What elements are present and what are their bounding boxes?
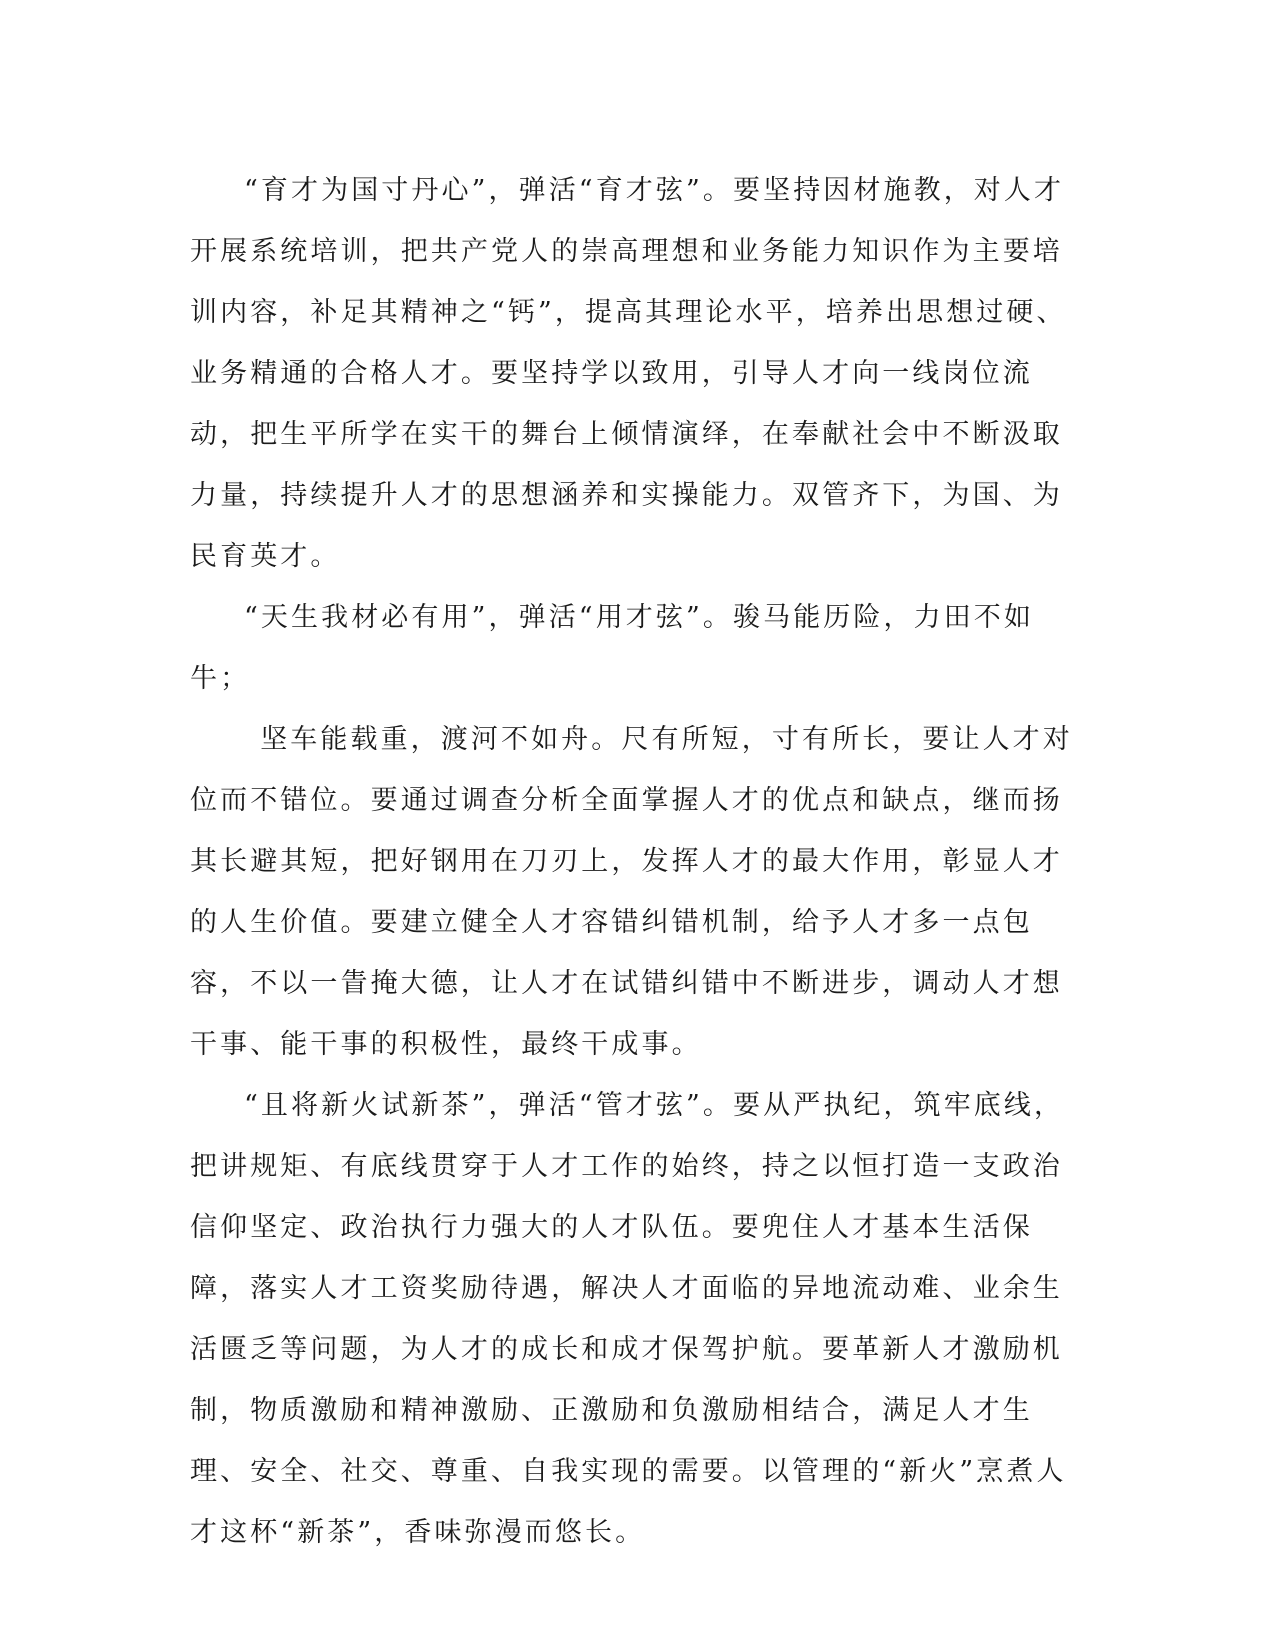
paragraph-yongcai-body: 坚车能载重，渡河不如舟。尺有所短，寸有所长，要让人才对位而不错位。要通过调查分析全面掌握人才的优点和缺点，继而扬其长避其短，把好钢用在刀刃上，发挥人才的最大作用，彰显人才的人生价值。要建立健全人才容错纠错机制，给予人才多一点包容，不以一眚掩大德，让人才在试错纠错中不断进步，调动人才想干事、能干事的积极性，最终干成事。 — [190, 724, 1073, 1060]
paragraph-guancai: “且将新火试新茶”，弹活“管才弦”。要从严执纪，筑牢底线，把讲规矩、有底线贯穿于人才工作的始终，持之以恒打造一支政治信仰坚定、政治执行力强大的人才队伍。要兜住人才基本生活保障，落实人才工资奖励待遇，解决人才面临的异地流动难、业余生活匮乏等问题，为人才的成长和成才保驾护航。要革新人才激励机制，物质激励和精神激励、正激励和负激励相结合，满足人才生理、安全、社交、尊重、自我实现的需要。以管理的“新火”烹煮人才这杯“新茶”，香味弥漫而悠长。 — [190, 1090, 1067, 1548]
paragraph-yucai: “育才为国寸丹心”，弹活“育才弦”。要坚持因材施教，对人才开展系统培训，把共产党人的崇高理想和业务能力知识作为主要培训内容，补足其精神之“钙”，提高其理论水平，培养出思想过硬、业务精通的合格人才。要坚持学以致用，引导人才向一线岗位流动，把生平所学在实干的舞台上倾情演绎，在奉献社会中不断汲取力量，持续提升人才的思想涵养和实操能力。双管齐下，为国、为民育英才。 — [190, 175, 1067, 572]
document-body — [190, 160, 1090, 1563]
paragraph-yongcai-intro: “天生我材必有用”，弹活“用才弦”。骏马能历险，力田不如牛； — [190, 602, 1035, 694]
